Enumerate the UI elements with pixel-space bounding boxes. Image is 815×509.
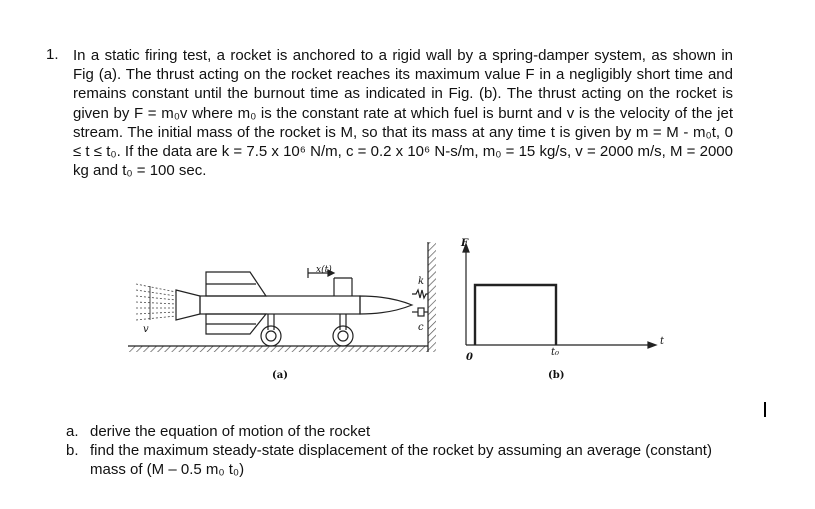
problem-number: 1. bbox=[46, 46, 59, 63]
caption-a: (a) bbox=[272, 370, 288, 381]
spring bbox=[412, 290, 428, 298]
label-F: F bbox=[461, 238, 469, 249]
label-t0: t₀ bbox=[551, 347, 560, 358]
nozzle bbox=[176, 290, 200, 320]
subquestion-b bbox=[66, 441, 716, 479]
label-x: x(t) bbox=[316, 265, 332, 275]
problem-text: In a static firing test, a rocket is anchored to a rigid wall by a spring-damper system, as shown in Fig (a). The thrust acting on the rocket reaches its maximum value F in a negligibly short time and remains constant until the burnout time as indicated in Fig. (b). The thrust acting on the rocket is given by F = m₀v where m₀ is the constant rate at which fuel is burnt and v is the velocity of the jet stream. The initial mass of the rocket is M, so that its mass at any time t is given by m = M - m₀t, 0 ≤ t ≤ t₀. If the data are k = 7.5 x 10⁶ N/m, c = 0.2 x 10⁶ N-s/m, m₀ = 15 kg/s, v = 2000 m/s, M = 2000 kg and t₀ = 100 sec. bbox=[73, 47, 733, 180]
label-t: t bbox=[660, 336, 665, 347]
rocket-nose bbox=[360, 296, 412, 314]
label-c: c bbox=[418, 322, 424, 333]
text-cursor bbox=[764, 402, 766, 417]
subquestion-letter: a. bbox=[66, 423, 79, 440]
rocket-figure bbox=[128, 242, 436, 352]
rocket-body bbox=[200, 296, 360, 314]
subquestion-list bbox=[66, 422, 716, 479]
exhaust-plume bbox=[136, 284, 176, 320]
label-v: v bbox=[143, 324, 149, 335]
wheel-left bbox=[261, 326, 281, 346]
caption-b: (b) bbox=[548, 370, 565, 381]
subquestion-text: find the maximum steady-state displacement of the rocket by assuming an average (constant) mass of (M – 0.5 m₀ t₀) bbox=[90, 442, 712, 478]
ground-hatch bbox=[128, 346, 428, 352]
thrust-graph bbox=[463, 244, 656, 348]
subquestion-letter: b. bbox=[66, 442, 79, 459]
wheel-right bbox=[333, 326, 353, 346]
label-origin: 0 bbox=[466, 352, 473, 363]
label-k: k bbox=[418, 276, 425, 287]
thrust-pulse bbox=[475, 285, 556, 345]
wall-hatch bbox=[428, 242, 436, 352]
subquestion-text: derive the equation of motion of the rocket bbox=[90, 423, 371, 440]
subquestion-a bbox=[66, 422, 716, 441]
